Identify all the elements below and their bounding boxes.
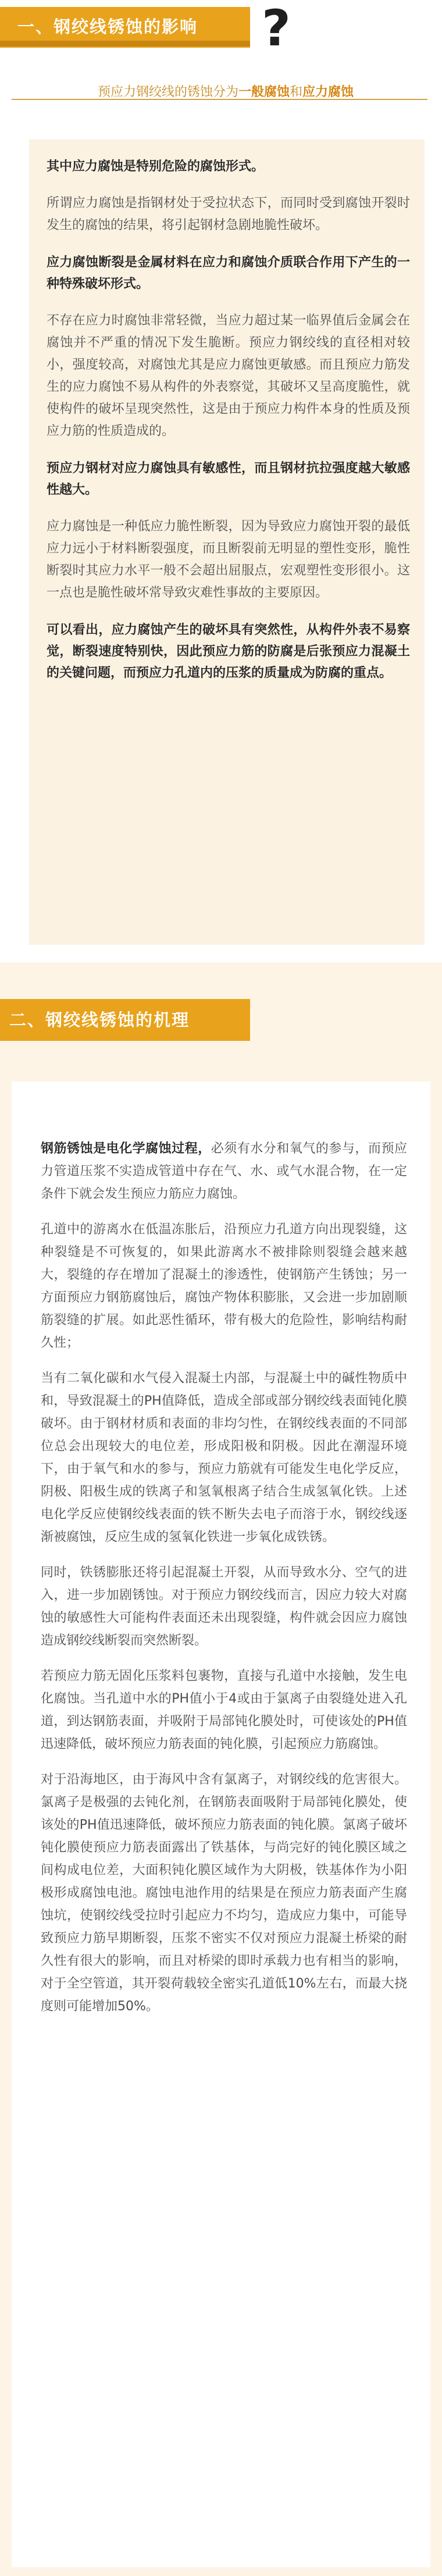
mechanism-content xyxy=(41,1137,407,2031)
intro-prefix: 预应力钢绞线的锈蚀分为 xyxy=(98,85,239,99)
paragraph: 当有二氧化碳和水气侵入混凝土内部，与混凝土中的碱性物质中和，导致混凝土的PH值降低，造成全部或部分钢绞线表面钝化膜破坏。由于钢材材质和表面的非均匀性，在钢绞线表面的不同部位总会出现较大的电位差，形成阳极和阴极。因此在潮湿环境下，由于氧气和水的参与，预应力筋就有可能发生电化学反应，阴极、阳极生成的铁离子和氢氧根离子结合生成氢氧化铁。上述电化学反应使钢绞线表面的铁不断失去电子而溶于水，钢绞线逐渐被腐蚀，反应生成的氢氧化铁进一步氧化成铁锈。 xyxy=(41,1371,407,1544)
intro-text xyxy=(98,83,423,102)
lead-rest: 必须有水分和氧气的参与，而预应力管道压浆不实造成管道中存在气、水、或气水混合物，在一定条件下就会发生预应力筋应力腐蚀。 xyxy=(41,1141,407,1201)
intro-term-stress: 应力腐蚀 xyxy=(302,85,354,99)
mechanism-card xyxy=(12,1082,430,2567)
paragraph: 所谓应力腐蚀是指钢材处于受拉状态下，而同时受到腐蚀开裂时发生的腐蚀的结果，将引起钢材急剧地脆性破坏。 xyxy=(47,196,410,233)
impact-card xyxy=(29,140,425,945)
lead-text: 钢筋锈蚀是电化学腐蚀过程， xyxy=(41,1141,211,1156)
paragraph: 不存在应力时腐蚀非常轻微，当应力超过某一临界值后金属会在腐蚀并不严重的情况下发生脆断。预应力钢绞线的直径相对较小，强度较高，对腐蚀尤其是应力腐蚀更敏感。而且预应力筋发生的应力腐蚀不易从构件的外表察觉，其破坏又呈高度脆性，就使构件的破坏呈现突然性，这是由于预应力构件本身的性质及预应力筋的性质造成的。 xyxy=(47,313,410,438)
paragraph: 预应力钢材对应力腐蚀具有敏感性，而且钢材抗拉强度越大敏感性越大。 xyxy=(47,461,410,497)
paragraph: 同时，铁锈膨胀还将引起混凝土开裂，从而导致水分、空气的进入，进一步加剧锈蚀。对于预应力钢绞线而言，因应力较大对腐蚀的敏感性大可能构件表面还未出现裂缝，构件就会因应力腐蚀造成钢绞线断裂而突然断裂。 xyxy=(41,1565,407,1648)
section-header xyxy=(0,0,442,58)
impact-content xyxy=(47,156,410,699)
paragraph: 若预应力筋无固化压浆料包裹物，直接与孔道中水接触，发生电化腐蚀。当孔道中水的PH值小于4或由于氯离子由裂缝处进入孔道，到达钢筋表面，并吸附于局部钝化膜处时，可使该处的PH值迅速降低，破坏预应力筋表面的钝化膜，引起预应力筋腐蚀。 xyxy=(41,1669,407,1751)
section-title: 二、钢绞线锈蚀的机理 xyxy=(9,1010,190,1030)
paragraph: 应力腐蚀是一种低应力脆性断裂，因为导致应力腐蚀开裂的最低应力远小于材料断裂强度，而且断裂前无明显的塑性变形，脆性断裂时其应力水平一般不会超出屈服点，宏观塑性变形很小。这一点也是脆性破坏常导致灾难性事故的主要原因。 xyxy=(47,519,410,600)
intro-term-general: 一般腐蚀 xyxy=(238,85,290,99)
intro-mid: 和 xyxy=(290,85,303,99)
section-impact xyxy=(0,0,442,962)
paragraph: 对于沿海地区，由于海风中含有氯离子，对钢绞线的危害很大。氯离子是极强的去钝化剂，在钢筋表面吸附于局部钝化膜处，使该处的PH值迅速降低，破坏预应力筋表面的钝化膜。氯离子破坏钝化膜使预应力筋表面露出了铁基体，与尚完好的钝化膜区域之间构成电位差，大面积钝化膜区域作为大阴极，铁基体作为小阳极形成腐蚀电池。腐蚀电池作用的结果是在预应力筋表面产生腐蚀坑，使钢绞线受拉时引起应力不均匀，造成应力集中，可能导致预应力筋早期断裂，压浆不密实不仅对预应力混凝土桥梁的耐久性有很大的影响，而且对桥梁的即时承载力也有相当的影响，对于全空管道，其开裂荷载较全密实孔道低10%左右，而最大挠度则可能增加50%。 xyxy=(41,1772,407,2014)
paragraph xyxy=(41,1137,407,1205)
question-mark-icon: ? xyxy=(262,0,291,58)
section-title: 一、钢绞线锈蚀的影响 xyxy=(17,17,198,37)
paragraph: 可以看出，应力腐蚀产生的破坏具有突然性，从构件外表不易察觉，断裂速度特别快，因此预应力筋的防腐是后张预应力混凝土的关键问题，而预应力孔道内的压浆的质量成为防腐的重点。 xyxy=(47,623,410,680)
intro-block xyxy=(12,74,427,123)
paragraph: 应力腐蚀断裂是金属材料在应力和腐蚀介质联合作用下产生的一种特殊破坏形式。 xyxy=(47,255,410,291)
paragraph: 其中应力腐蚀是特别危险的腐蚀形式。 xyxy=(47,159,265,174)
paragraph: 孔道中的游离水在低温冻胀后，沿预应力孔道方向出现裂缝，这种裂缝是不可恢复的，如果此游离水不被排除则裂缝会越来越大，裂缝的存在增加了混凝土的渗透性，使钢筋产生锈蚀；另一方面预应力钢筋腐蚀后，腐蚀产物体积膨胀，又会进一步加剧顺筋裂缝的扩展。如此恶性循环，带有极大的危险性，影响结构耐久性； xyxy=(41,1222,407,1350)
